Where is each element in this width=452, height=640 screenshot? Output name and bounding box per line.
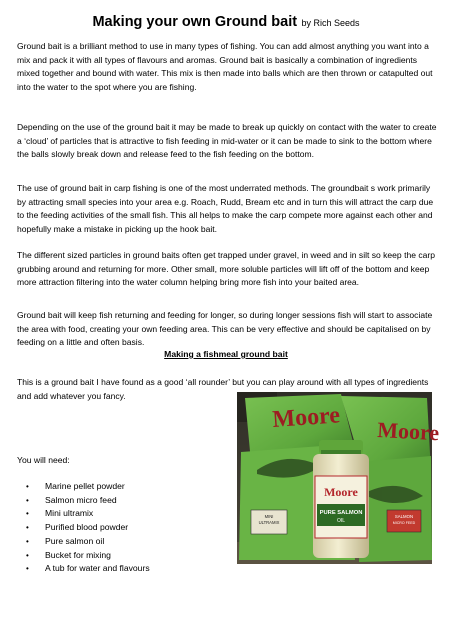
list-item	[26, 480, 150, 494]
bullet-icon: •	[26, 564, 29, 574]
ingredient-text: A tub for water and flavours	[45, 563, 150, 574]
bottle-label-line1: PURE SALMON	[319, 510, 363, 516]
product-photo	[237, 392, 440, 564]
salmon-oil-bottle	[313, 440, 369, 558]
photo-illustration	[237, 392, 440, 564]
list-item	[26, 521, 150, 535]
ingredient-text: Purified blood powder	[45, 522, 129, 533]
ingredient-list	[26, 480, 150, 576]
ingredient-text: Bucket for mixing	[45, 549, 111, 560]
paragraph-cloud: Depending on the use of the ground bait it may be made to break up quickly on contact with the water to create a ‘cloud’ of particles that is attractive to fish feeding in mid-water or it can be made to sink to the bottom where the balls slowly break down and release feed to the fish feeding on the bottom.	[17, 122, 437, 159]
bullet-icon: •	[26, 523, 29, 533]
bullet-icon: •	[26, 550, 29, 560]
paragraph-feeding: Ground bait will keep fish returning and feeding for longer, so during longer sessions fish will start to associate the area with food, creating your own feeding area. This can be very effective and should be capitalised on by feeding on a little and often basis.	[17, 310, 433, 347]
bullet-icon: •	[26, 509, 29, 519]
paragraph-carp: The use of ground bait in carp fishing is one of the most underrated methods. The groundbait s work primarily by attracting small species into your area e.g. Roach, Rudd, Bream etc and in turn this will attract the carp due to the feeding activities of the small fish. This all helps to make the carp compete more against each other and hopefully make a mistake in picking up the hook bait.	[17, 183, 434, 234]
list-item	[26, 562, 150, 576]
brand-text-top-left: Moore	[271, 402, 341, 433]
byline-text: by Rich Seeds	[301, 18, 360, 28]
list-item	[26, 549, 150, 563]
ingredient-text: Mini ultramix	[45, 508, 94, 519]
bullet-icon: •	[26, 482, 29, 491]
bullet-icon: •	[26, 536, 29, 546]
ingredient-text: Pure salmon oil	[45, 535, 105, 546]
ingredient-text: Salmon micro feed	[45, 494, 117, 505]
paragraph-recipe-intro: This is a ground bait I have found as a good ‘all rounder’ but you can play around with all types of ingredients and add whatever you fancy.	[17, 377, 429, 401]
brand-text-top-right: Moore	[376, 417, 440, 446]
list-item	[26, 535, 150, 549]
bullet-icon: •	[26, 495, 29, 505]
bag-right-label-line1: SALMON	[394, 514, 414, 519]
list-item	[26, 494, 150, 508]
document-title	[0, 13, 452, 31]
list-item	[26, 507, 150, 521]
bag-left-label-line2: ULTRAMIX	[258, 520, 280, 525]
bag-right-label-line2: MICRO FEED	[392, 521, 416, 525]
title-text: Making your own Ground bait	[92, 14, 298, 30]
paragraph-particles: The different sized particles in ground baits often get trapped under gravel, in weed and in silt so keep the carp grubbing around and returning for more. Other small, more soluble particles will lift off of the bottom and keep more attraction filtering into the water column helping bring more fish into your baited area.	[17, 250, 435, 287]
paragraph-intro: Ground bait is a brilliant method to use in many types of fishing. You can add almost anything you want into a mix and pack it with all types of flavours and aromas. Ground bait is basically a combination of ingredients mixed together and bound with water. This mix is then made into balls which are then thrown or catapulted out into the water to the spot where you are fishing.	[17, 41, 433, 92]
bottle-brand-text: Moore	[324, 485, 358, 499]
need-label: You will need:	[17, 455, 70, 465]
section-heading: Making a fishmeal ground bait	[164, 349, 288, 359]
bottle-label-line2: OIL	[336, 518, 346, 524]
ingredient-text: Marine pellet powder	[45, 481, 125, 491]
bag-left-label-line1: MINI	[264, 514, 274, 519]
